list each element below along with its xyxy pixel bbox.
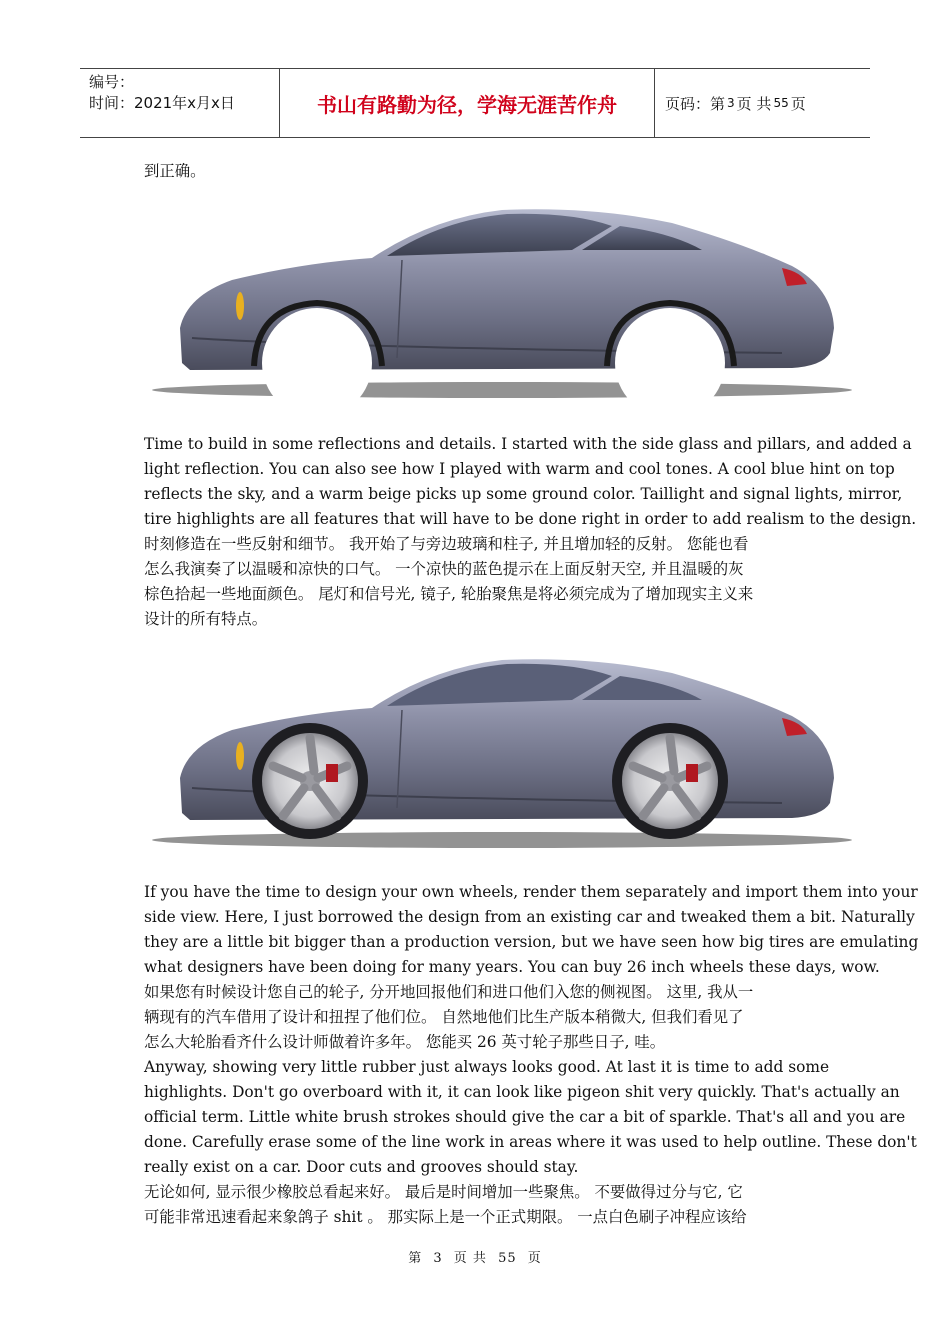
car-sketch-with-wheels (142, 638, 858, 853)
text-line: Time to build in some reflections and details. I started with the side glass and pillars, and added a (144, 435, 912, 453)
footer-page-number: 3 (433, 1251, 443, 1266)
footer-prefix: 第 (408, 1251, 423, 1266)
text-line: 无论如何, 显示很少橡胶总看起来好。 最后是时间增加一些聚焦。 不要做得过分与它, 它 (144, 1183, 743, 1201)
text-line: 设计的所有特点。 (144, 610, 268, 628)
header-page-info (655, 69, 870, 137)
page-suffix: 页 (790, 94, 806, 113)
text-line: 如果您有时候设计您自己的轮子, 分开地回报他们和进口他们入您的侧视图。 这里, 我从一 (144, 983, 754, 1001)
car-sketch-no-wheels (142, 188, 858, 403)
text-line: 棕色拾起一些地面颜色。 尾灯和信号光, 镜子, 轮胎聚焦是将必须完成为了增加现实主义来 (144, 585, 754, 603)
header-motto: 书山有路勤为径，学海无涯苦作舟 (280, 69, 655, 137)
text-line: done. Carefully erase some of the line work in areas where it was used to help outline. These don't (144, 1133, 917, 1151)
page-prefix: 页码：第 (665, 94, 726, 113)
text-line: official term. Little white brush strokes should give the car a bit of sparkle. That's all and you are (144, 1108, 906, 1126)
number-label: 编号： (89, 73, 135, 91)
footer-page-total: 55 (498, 1251, 517, 1266)
page-number: 3 (727, 96, 735, 110)
page-header (80, 68, 870, 138)
text-line: 辆现有的汽车借用了设计和扭捏了他们位。 自然地他们比生产版本稍微大, 但我们看见了 (144, 1008, 744, 1026)
text-line: 可能非常迅速看起来象鸽子 shit 。 那实际上是一个正式期限。 一点白色刷子冲程应该给 (144, 1208, 747, 1226)
text-line: they are a little bit bigger than a production version, but we have seen how big tires are emulating (144, 933, 919, 951)
rear-wheel (612, 723, 728, 839)
page-total: 55 (773, 96, 789, 110)
car-illustration-2 (142, 638, 858, 853)
text-line: 时刻修造在一些反射和细节。 我开始了与旁边玻璃和柱子, 并且增加轻的反射。 您能也看 (144, 535, 749, 553)
intro-line: 到正确。 (144, 162, 206, 180)
intro-text (144, 159, 810, 184)
text-line: 怎么我演奏了以温暖和凉快的口气。 一个凉快的蓝色提示在上面反射天空, 并且温暖的灰 (144, 560, 744, 578)
text-line: highlights. Don't go overboard with it, it can look like pigeon shit very quickly. That's actually an (144, 1083, 900, 1101)
text-line: tire highlights are all features that will have to be done right in order to add realism to the design. (144, 510, 917, 528)
text-line: reflects the sky, and a warm beige picks up some ground color. Taillight and signal lights, mirror, (144, 485, 903, 503)
text-line: what designers have been doing for many years. You can buy 26 inch wheels these days, wow. (144, 958, 880, 976)
text-line: Anyway, showing very little rubber just always looks good. At last it is time to add some (144, 1058, 830, 1076)
page-footer (0, 1247, 950, 1266)
footer-mid: 页 共 (453, 1251, 487, 1266)
text-line: 怎么大轮胎看齐什么设计师做着许多年。 您能买 26 英寸轮子那些日子, 哇。 (144, 1033, 666, 1051)
paragraph-wheels (144, 880, 919, 1230)
header-meta (80, 69, 280, 137)
text-line: side view. Here, I just borrowed the design from an existing car and tweaked them a bit. Naturally (144, 908, 915, 926)
time-label: 时间：2021年x月x日 (89, 94, 235, 112)
car-illustration-1 (142, 188, 858, 403)
text-line: really exist on a car. Door cuts and grooves should stay. (144, 1158, 579, 1176)
text-line: If you have the time to design your own wheels, render them separately and import them into your (144, 883, 918, 901)
footer-suffix: 页 (527, 1251, 542, 1266)
front-wheel (252, 723, 368, 839)
page-mid: 页 共 (736, 94, 772, 113)
text-line: light reflection. You can also see how I played with warm and cool tones. A cool blue hint on top (144, 460, 895, 478)
paragraph-reflections (144, 432, 917, 632)
